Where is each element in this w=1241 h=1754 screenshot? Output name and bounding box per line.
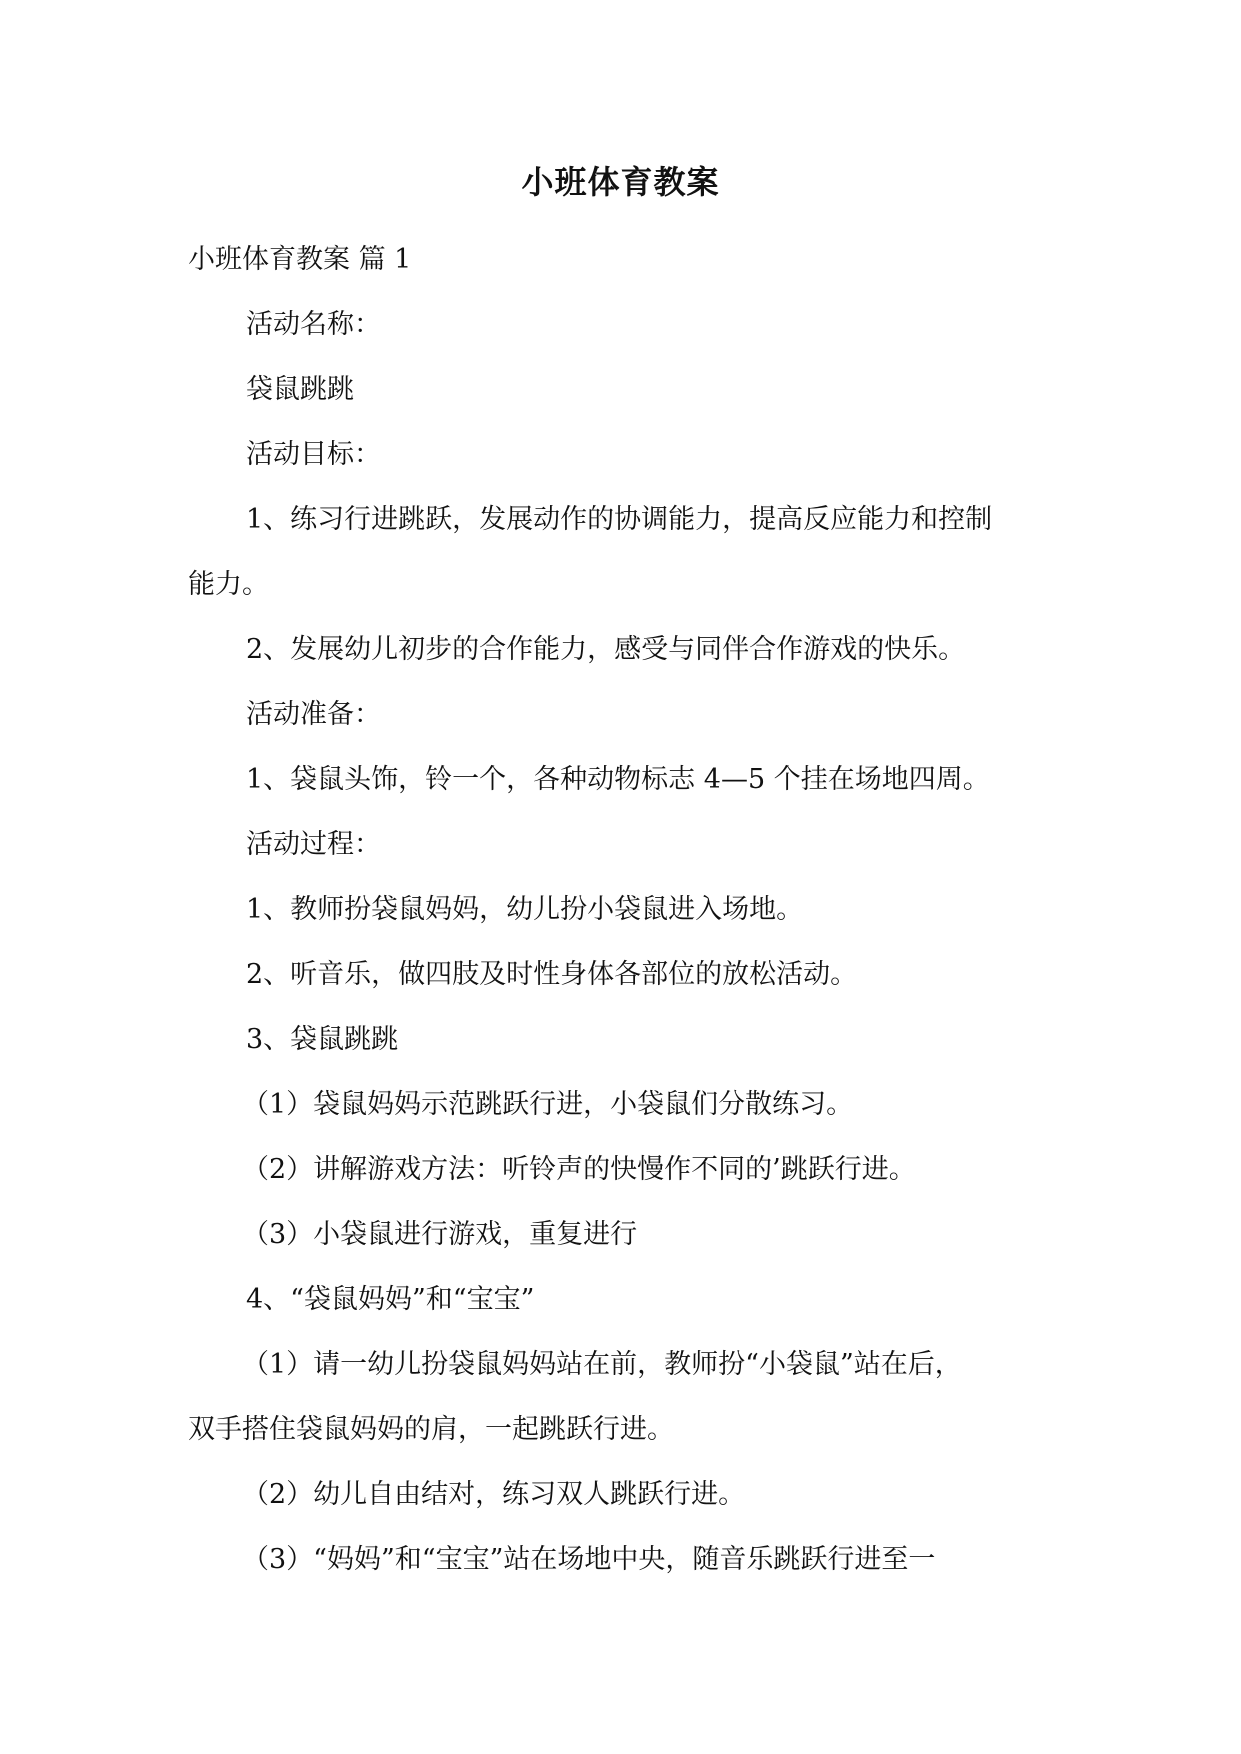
text-line: 2、发展幼儿初步的合作能力，感受与同伴合作游戏的快乐。 — [246, 634, 966, 665]
text-line: （3）小袋鼠进行游戏，重复进行 — [242, 1219, 638, 1250]
text-line: 1、练习行进跳跃，发展动作的协调能力，提高反应能力和控制 — [246, 504, 993, 535]
text-line: 小班体育教案 篇 1 — [188, 244, 412, 275]
text-line: 2、听音乐，做四肢及时性身体各部位的放松活动。 — [246, 959, 858, 990]
text-line: 活动名称： — [246, 309, 381, 340]
text-line: 双手搭住袋鼠妈妈的肩，一起跳跃行进。 — [188, 1414, 674, 1445]
text-line: 能力。 — [188, 569, 269, 600]
text-line: 活动目标： — [246, 439, 381, 470]
text-line: （3）“妈妈”和“宝宝”站在场地中央，随音乐跳跃行进至一 — [242, 1544, 936, 1575]
text-line: 1、袋鼠头饰，铃一个，各种动物标志 4—5 个挂在场地四周。 — [246, 764, 990, 795]
text-line: （2）幼儿自由结对，练习双人跳跃行进。 — [242, 1479, 746, 1510]
text-line: 活动过程： — [246, 829, 381, 860]
text-line: （2）讲解游戏方法：听铃声的快慢作不同的’跳跃行进。 — [242, 1154, 916, 1185]
document-body — [188, 227, 1054, 1592]
text-line: 1、教师扮袋鼠妈妈，幼儿扮小袋鼠进入场地。 — [246, 894, 804, 925]
text-line: （1）袋鼠妈妈示范跳跃行进，小袋鼠们分散练习。 — [242, 1089, 854, 1120]
text-line: （1）请一幼儿扮袋鼠妈妈站在前，教师扮“小袋鼠”站在后， — [242, 1349, 962, 1380]
document-title: 小班体育教案 — [521, 163, 720, 201]
text-line: 活动准备： — [246, 699, 381, 730]
text-line: 袋鼠跳跳 — [246, 374, 354, 405]
text-line: 3、袋鼠跳跳 — [246, 1024, 399, 1055]
text-line: 4、“袋鼠妈妈”和“宝宝” — [246, 1284, 535, 1315]
